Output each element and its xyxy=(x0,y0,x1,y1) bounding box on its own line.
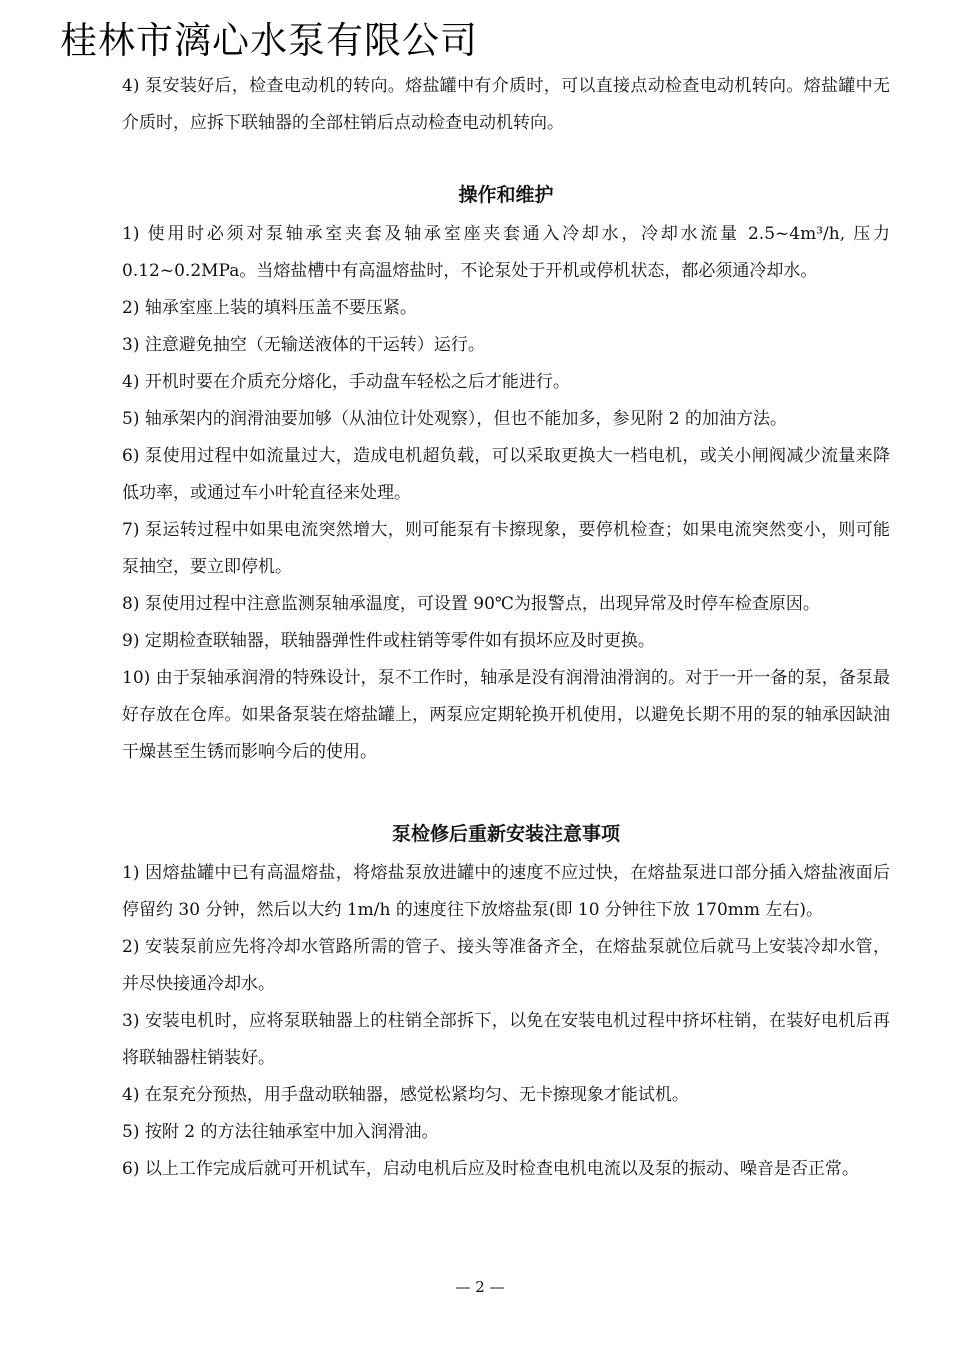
page-number: — 2 — xyxy=(455,1278,505,1296)
document-body xyxy=(122,68,890,1188)
section1-item: 2) 轴承室座上装的填料压盖不要压紧。 xyxy=(122,298,417,318)
section-title-operation-maintenance: 操作和维护 xyxy=(458,184,554,206)
section-title-reinstallation-notes: 泵检修后重新安装注意事项 xyxy=(391,823,620,845)
section1-item: 10) 由于泵轴承润滑的特殊设计，泵不工作时，轴承是没有润滑油滑润的。对于一开一备的泵，备泵最好存放在仓库。如果备泵装在熔盐罐上，两泵应定期轮换开机使用，以避免长期不用的泵的轴承因缺油干燥甚至生锈而影响今后的使用。 xyxy=(122,668,890,762)
section2-item: 2) 安装泵前应先将冷却水管路所需的管子、接头等准备齐全，在熔盐泵就位后就马上安装冷却水管，并尽快接通冷却水。 xyxy=(122,937,890,994)
section2-item: 5) 按附 2 的方法往轴承室中加入润滑油。 xyxy=(122,1122,439,1142)
section1-item: 6) 泵使用过程中如流量过大，造成电机超负载，可以采取更换大一档电机，或关小闸阀减少流量来降低功率，或通过车小叶轮直径来处理。 xyxy=(122,446,890,503)
section1-item: 7) 泵运转过程中如果电流突然增大，则可能泵有卡擦现象，要停机检查；如果电流突然变小，则可能泵抽空，要立即停机。 xyxy=(122,520,890,577)
section1-item: 5) 轴承架内的润滑油要加够（从油位计处观察），但也不能加多，参见附 2 的加油方法。 xyxy=(122,409,787,429)
section2-item: 4) 在泵充分预热，用手盘动联轴器，感觉松紧均匀、无卡擦现象才能试机。 xyxy=(122,1085,689,1105)
intro-paragraph: 4) 泵安装好后，检查电动机的转向。熔盐罐中有介质时，可以直接点动检查电动机转向。熔盐罐中无介质时，应拆下联轴器的全部柱销后点动检查电动机转向。 xyxy=(122,76,890,133)
section2-item: 1) 因熔盐罐中已有高温熔盐，将熔盐泵放进罐中的速度不应过快，在熔盐泵进口部分插入熔盐液面后停留约 30 分钟，然后以大约 1m/h 的速度往下放熔盐泵(即 10 分钟往下放 170mm 左右)。 xyxy=(122,863,890,920)
section1-item: 9) 定期检查联轴器，联轴器弹性件或柱销等零件如有损坏应及时更换。 xyxy=(122,631,655,651)
section1-item: 1) 使用时必须对泵轴承室夹套及轴承室座夹套通入冷却水，冷却水流量 2.5~4m³/h, 压力0.12~0.2MPa。当熔盐槽中有高温熔盐时，不论泵处于开机或停机状态，都必须通冷却水。 xyxy=(122,224,890,281)
section2-item: 6) 以上工作完成后就可开机试车，启动电机后应及时检查电机电流以及泵的振动、噪音是否正常。 xyxy=(122,1159,859,1179)
section1-item: 4) 开机时要在介质充分熔化，手动盘车轻松之后才能进行。 xyxy=(122,372,570,392)
section1-item: 3) 注意避免抽空（无输送液体的干运转）运行。 xyxy=(122,335,485,355)
section2-item: 3) 安装电机时，应将泵联轴器上的柱销全部拆下，以免在安装电机过程中挤坏柱销，在装好电机后再将联轴器柱销装好。 xyxy=(122,1011,890,1068)
section1-item: 8) 泵使用过程中注意监测泵轴承温度，可设置 90℃为报警点，出现异常及时停车检查原因。 xyxy=(122,594,820,614)
company-name: 桂林市漓心水泵有限公司 xyxy=(60,19,478,62)
